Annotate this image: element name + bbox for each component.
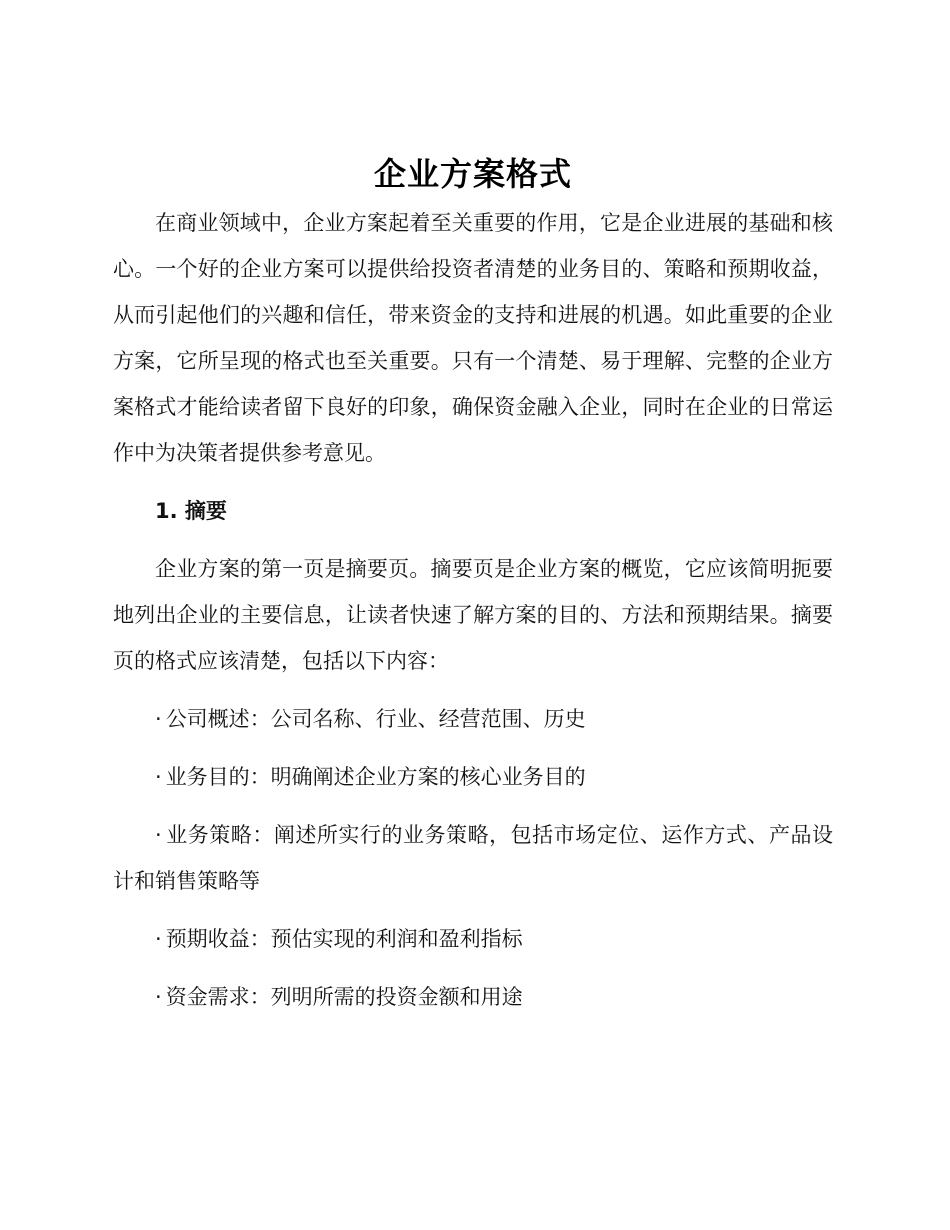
list-item xyxy=(113,974,833,1020)
intro-paragraph: 在商业领域中，企业方案起着至关重要的作用，它是企业进展的基础和核心。一个好的企业方案可以提供给投资者清楚的业务目的、策略和预期收益，从而引起他们的兴趣和信任，带来资金的支持和进展的机遇。如此重要的企业方案，它所呈现的格式也至关重要。只有一个清楚、易于理解、完整的企业方案格式才能给读者留下良好的印象，确保资金融入企业，同时在企业的日常运作中为决策者提供参考意见。 xyxy=(113,211,833,465)
bullet-text: 业务策略：阐述所实行的业务策略，包括市场定位、运作方式、产品设计和销售策略等 xyxy=(113,823,833,893)
bullet-icon: · xyxy=(155,765,162,789)
document-page xyxy=(113,148,833,1032)
section-heading-summary: 1. 摘要 xyxy=(155,499,227,523)
bullet-icon: · xyxy=(155,985,162,1009)
summary-bullet-list xyxy=(113,696,833,1020)
bullet-icon: · xyxy=(155,707,162,731)
bullet-icon: · xyxy=(155,823,162,847)
summary-paragraph: 企业方案的第一页是摘要页。摘要页是企业方案的概览，它应该简明扼要地列出企业的主要信息，让读者快速了解方案的目的、方法和预期结果。摘要页的格式应该清楚，包括以下内容： xyxy=(113,557,833,673)
list-item xyxy=(113,696,833,742)
list-item xyxy=(113,754,833,800)
bullet-text: 公司概述：公司名称、行业、经营范围、历史 xyxy=(165,707,586,731)
bullet-icon: · xyxy=(155,927,162,951)
bullet-text: 预期收益：预估实现的利润和盈利指标 xyxy=(165,927,523,951)
list-item xyxy=(113,812,833,904)
list-item xyxy=(113,916,833,962)
bullet-text: 资金需求：列明所需的投资金额和用途 xyxy=(165,985,523,1009)
document-title: 企业方案格式 xyxy=(373,155,572,193)
bullet-text: 业务目的：明确阐述企业方案的核心业务目的 xyxy=(165,765,586,789)
